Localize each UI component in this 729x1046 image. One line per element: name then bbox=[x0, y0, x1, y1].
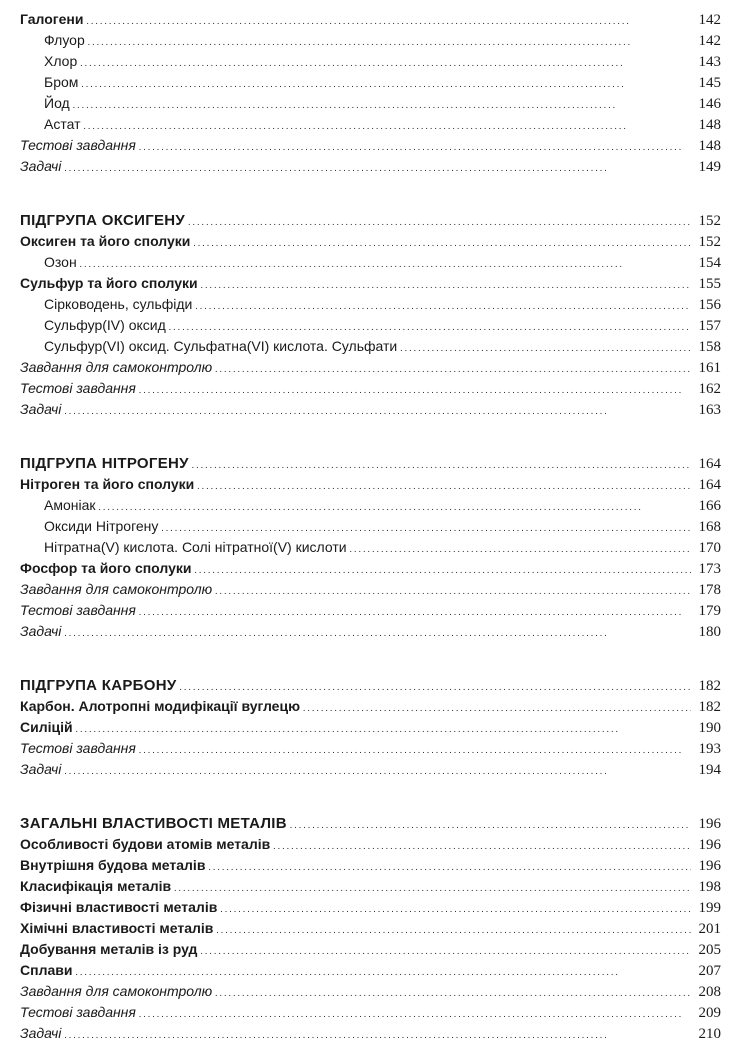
toc-page-number: 179 bbox=[698, 603, 721, 619]
dot-leader bbox=[195, 559, 692, 581]
dot-leader bbox=[64, 400, 691, 422]
dot-leader bbox=[75, 961, 691, 983]
dot-leader bbox=[80, 253, 691, 275]
toc-page-number: 161 bbox=[698, 360, 721, 376]
toc-page-number: 208 bbox=[698, 984, 721, 1000]
section-gap bbox=[20, 177, 721, 210]
toc-page-number: 168 bbox=[698, 519, 721, 535]
toc-entry-title: ПІДГРУПА КАРБОНУ bbox=[20, 677, 177, 694]
dot-leader bbox=[216, 919, 691, 941]
toc-entry-title: Задачі bbox=[20, 401, 62, 417]
toc-page-number: 148 bbox=[698, 138, 721, 154]
toc-entry-title: Сульфур та його сполуки bbox=[20, 275, 198, 291]
toc-section-heading[interactable] bbox=[20, 813, 721, 834]
toc-entry-title: Тестові завдання bbox=[20, 602, 136, 618]
toc-entry-title: ПІДГРУПА НІТРОГЕНУ bbox=[20, 455, 189, 472]
dot-leader bbox=[139, 1003, 691, 1025]
toc-entry-title: Завдання для самоконтролю bbox=[20, 359, 213, 375]
toc-page-number: 198 bbox=[698, 879, 721, 895]
toc-page-number: 146 bbox=[698, 96, 721, 112]
toc-page-number: 196 bbox=[698, 858, 721, 874]
toc-page-number: 196 bbox=[698, 837, 721, 853]
toc-page-number: 182 bbox=[698, 678, 721, 694]
toc-page-number: 142 bbox=[698, 33, 721, 49]
dot-leader bbox=[76, 718, 691, 740]
toc-entry-title: Галогени bbox=[20, 11, 84, 27]
toc-page-number: 194 bbox=[698, 762, 721, 778]
toc-entry-title: Хлор bbox=[44, 53, 78, 69]
toc-entry[interactable] bbox=[20, 315, 721, 336]
dot-leader bbox=[192, 454, 691, 476]
toc-entry[interactable] bbox=[20, 273, 721, 294]
toc-page-number: 164 bbox=[698, 477, 721, 493]
toc-page-number: 154 bbox=[698, 255, 721, 271]
toc-entry[interactable] bbox=[20, 93, 721, 114]
toc-entry[interactable] bbox=[20, 738, 721, 759]
toc-entry-title: Астат bbox=[44, 116, 81, 132]
toc-entry[interactable] bbox=[20, 357, 721, 378]
toc-entry-title: Сплави bbox=[20, 962, 73, 978]
dot-leader bbox=[86, 10, 691, 32]
toc-page-number: 152 bbox=[698, 213, 721, 229]
section-gap bbox=[20, 420, 721, 453]
toc-entry[interactable] bbox=[20, 1023, 721, 1044]
toc-page-number: 210 bbox=[698, 1026, 721, 1042]
toc-entry-title: Особливості будови атомів металів bbox=[20, 836, 271, 852]
toc-entry[interactable] bbox=[20, 1002, 721, 1023]
toc-entry-title: Задачі bbox=[20, 1025, 62, 1041]
toc-entry[interactable] bbox=[20, 135, 721, 156]
dot-leader bbox=[200, 940, 691, 962]
toc-page-number: 158 bbox=[698, 339, 721, 355]
dot-leader bbox=[64, 1024, 691, 1046]
dot-leader bbox=[208, 856, 691, 878]
toc-entry-title: Тестові завдання bbox=[20, 137, 136, 153]
dot-leader bbox=[73, 94, 691, 116]
toc-entry-title: Сульфур(IV) оксид bbox=[44, 317, 166, 333]
toc-entry[interactable] bbox=[20, 30, 721, 51]
dot-leader bbox=[139, 601, 691, 623]
toc-entry[interactable] bbox=[20, 114, 721, 135]
dot-leader bbox=[400, 337, 691, 359]
toc-entry-title: Задачі bbox=[20, 623, 62, 639]
toc-entry-title: Завдання для самоконтролю bbox=[20, 983, 213, 999]
dot-leader bbox=[80, 52, 691, 74]
toc-page-number: 196 bbox=[698, 816, 721, 832]
toc-page-number: 143 bbox=[698, 54, 721, 70]
toc-entry-title: Силіцій bbox=[20, 719, 73, 735]
toc-entry-title: ЗАГАЛЬНІ ВЛАСТИВОСТІ МЕТАЛІВ bbox=[20, 815, 287, 832]
toc-entry[interactable] bbox=[20, 9, 721, 30]
table-of-contents bbox=[20, 9, 721, 1044]
dot-leader bbox=[64, 622, 691, 644]
toc-entry-title: Оксиди Нітрогену bbox=[44, 518, 159, 534]
dot-leader bbox=[273, 835, 691, 857]
dot-leader bbox=[139, 136, 691, 158]
section-gap bbox=[20, 780, 721, 813]
toc-entry-title: Нітратна(V) кислота. Солі нітратної(V) кислоти bbox=[44, 539, 347, 555]
toc-page-number: 163 bbox=[698, 402, 721, 418]
toc-entry[interactable] bbox=[20, 72, 721, 93]
toc-entry[interactable] bbox=[20, 579, 721, 600]
toc-page-number: 205 bbox=[698, 942, 721, 958]
toc-entry[interactable] bbox=[20, 558, 721, 579]
toc-entry[interactable] bbox=[20, 939, 721, 960]
toc-entry-title: Нітроген та його сполуки bbox=[20, 476, 195, 492]
toc-page-number: 164 bbox=[698, 456, 721, 472]
toc-entry[interactable] bbox=[20, 696, 721, 717]
dot-leader bbox=[88, 31, 691, 53]
dot-leader bbox=[201, 274, 691, 296]
toc-entry[interactable] bbox=[20, 960, 721, 981]
toc-page-number: 152 bbox=[698, 234, 721, 250]
toc-entry[interactable] bbox=[20, 516, 721, 537]
toc-entry-title: Хімічні властивості металів bbox=[20, 920, 214, 936]
toc-entry[interactable] bbox=[20, 876, 721, 897]
dot-leader bbox=[215, 358, 691, 380]
toc-entry[interactable] bbox=[20, 537, 721, 558]
dot-leader bbox=[179, 676, 691, 698]
toc-entry[interactable] bbox=[20, 336, 721, 357]
dot-leader bbox=[81, 73, 691, 95]
toc-entry[interactable] bbox=[20, 156, 721, 177]
dot-leader bbox=[83, 115, 691, 137]
dot-leader bbox=[193, 232, 691, 254]
toc-entry-title: Оксиген та його сполуки bbox=[20, 233, 191, 249]
toc-entry-title: Класифікація металів bbox=[20, 878, 172, 894]
toc-entry[interactable] bbox=[20, 834, 721, 855]
toc-entry[interactable] bbox=[20, 231, 721, 252]
toc-entry-title: Добування металів із руд bbox=[20, 941, 198, 957]
dot-leader bbox=[169, 316, 691, 338]
dot-leader bbox=[64, 760, 691, 782]
toc-entry-title: Амоніак bbox=[44, 497, 96, 513]
toc-entry-title: Фосфор та його сполуки bbox=[20, 560, 192, 576]
toc-entry-title: Бром bbox=[44, 74, 79, 90]
dot-leader bbox=[188, 211, 691, 233]
dot-leader bbox=[215, 982, 691, 1004]
toc-entry-title: Завдання для самоконтролю bbox=[20, 581, 213, 597]
toc-entry-title: Тестові завдання bbox=[20, 1004, 136, 1020]
toc-entry-title: Фізичні властивості металів bbox=[20, 899, 218, 915]
dot-leader bbox=[350, 538, 691, 560]
toc-page-number: 173 bbox=[698, 561, 721, 577]
dot-leader bbox=[99, 496, 691, 518]
toc-entry[interactable] bbox=[20, 981, 721, 1002]
toc-page-number: 155 bbox=[698, 276, 721, 292]
toc-entry[interactable] bbox=[20, 495, 721, 516]
toc-entry-title: Тестові завдання bbox=[20, 380, 136, 396]
toc-entry-title: Сульфур(VI) оксид. Сульфатна(VI) кислота. Сульфати bbox=[44, 338, 398, 354]
toc-page-number: 145 bbox=[698, 75, 721, 91]
toc-section-heading[interactable] bbox=[20, 453, 721, 474]
toc-page-number: 166 bbox=[698, 498, 721, 514]
toc-entry-title: Озон bbox=[44, 254, 77, 270]
toc-page-number: 180 bbox=[698, 624, 721, 640]
toc-section-heading[interactable] bbox=[20, 210, 721, 231]
dot-leader bbox=[139, 739, 691, 761]
dot-leader bbox=[215, 580, 691, 602]
toc-page-number: 182 bbox=[698, 699, 721, 715]
toc-entry[interactable] bbox=[20, 294, 721, 315]
dot-leader bbox=[174, 877, 691, 899]
toc-entry-title: Задачі bbox=[20, 158, 62, 174]
toc-entry-title: Тестові завдання bbox=[20, 740, 136, 756]
toc-entry[interactable] bbox=[20, 897, 721, 918]
toc-entry-title: Сірководень, сульфіди bbox=[44, 296, 193, 312]
toc-page-number: 209 bbox=[698, 1005, 721, 1021]
toc-section-heading[interactable] bbox=[20, 675, 721, 696]
toc-page-number: 201 bbox=[698, 921, 721, 937]
toc-page-number: 149 bbox=[698, 159, 721, 175]
toc-entry-title: Задачі bbox=[20, 761, 62, 777]
dot-leader bbox=[195, 295, 691, 317]
toc-page-number: 193 bbox=[698, 741, 721, 757]
toc-page-number: 178 bbox=[698, 582, 721, 598]
toc-page-number: 190 bbox=[698, 720, 721, 736]
toc-entry-title: Внутрішня будова металів bbox=[20, 857, 206, 873]
toc-page-number: 170 bbox=[698, 540, 721, 556]
toc-page-number: 148 bbox=[698, 117, 721, 133]
toc-page-number: 142 bbox=[698, 12, 721, 28]
toc-entry[interactable] bbox=[20, 918, 721, 939]
dot-leader bbox=[220, 898, 691, 920]
dot-leader bbox=[290, 814, 691, 836]
toc-entry[interactable] bbox=[20, 621, 721, 642]
dot-leader bbox=[139, 379, 691, 401]
toc-entry[interactable] bbox=[20, 51, 721, 72]
toc-page-number: 207 bbox=[698, 963, 721, 979]
toc-entry-title: Карбон. Алотропні модифікації вуглецю bbox=[20, 698, 301, 714]
toc-page-number: 162 bbox=[698, 381, 721, 397]
toc-entry[interactable] bbox=[20, 759, 721, 780]
section-gap bbox=[20, 642, 721, 675]
toc-entry[interactable] bbox=[20, 474, 721, 495]
dot-leader bbox=[64, 157, 691, 179]
toc-page-number: 157 bbox=[698, 318, 721, 334]
dot-leader bbox=[303, 697, 691, 719]
toc-page-number: 199 bbox=[698, 900, 721, 916]
toc-entry[interactable] bbox=[20, 252, 721, 273]
toc-entry-title: Флуор bbox=[44, 32, 85, 48]
toc-entry[interactable] bbox=[20, 600, 721, 621]
toc-entry[interactable] bbox=[20, 717, 721, 738]
toc-entry[interactable] bbox=[20, 855, 721, 876]
toc-entry-title: Йод bbox=[44, 95, 70, 111]
dot-leader bbox=[161, 517, 691, 539]
toc-entry[interactable] bbox=[20, 378, 721, 399]
toc-entry-title: ПІДГРУПА ОКСИГЕНУ bbox=[20, 212, 186, 229]
toc-entry[interactable] bbox=[20, 399, 721, 420]
dot-leader bbox=[197, 475, 691, 497]
toc-page-number: 156 bbox=[698, 297, 721, 313]
